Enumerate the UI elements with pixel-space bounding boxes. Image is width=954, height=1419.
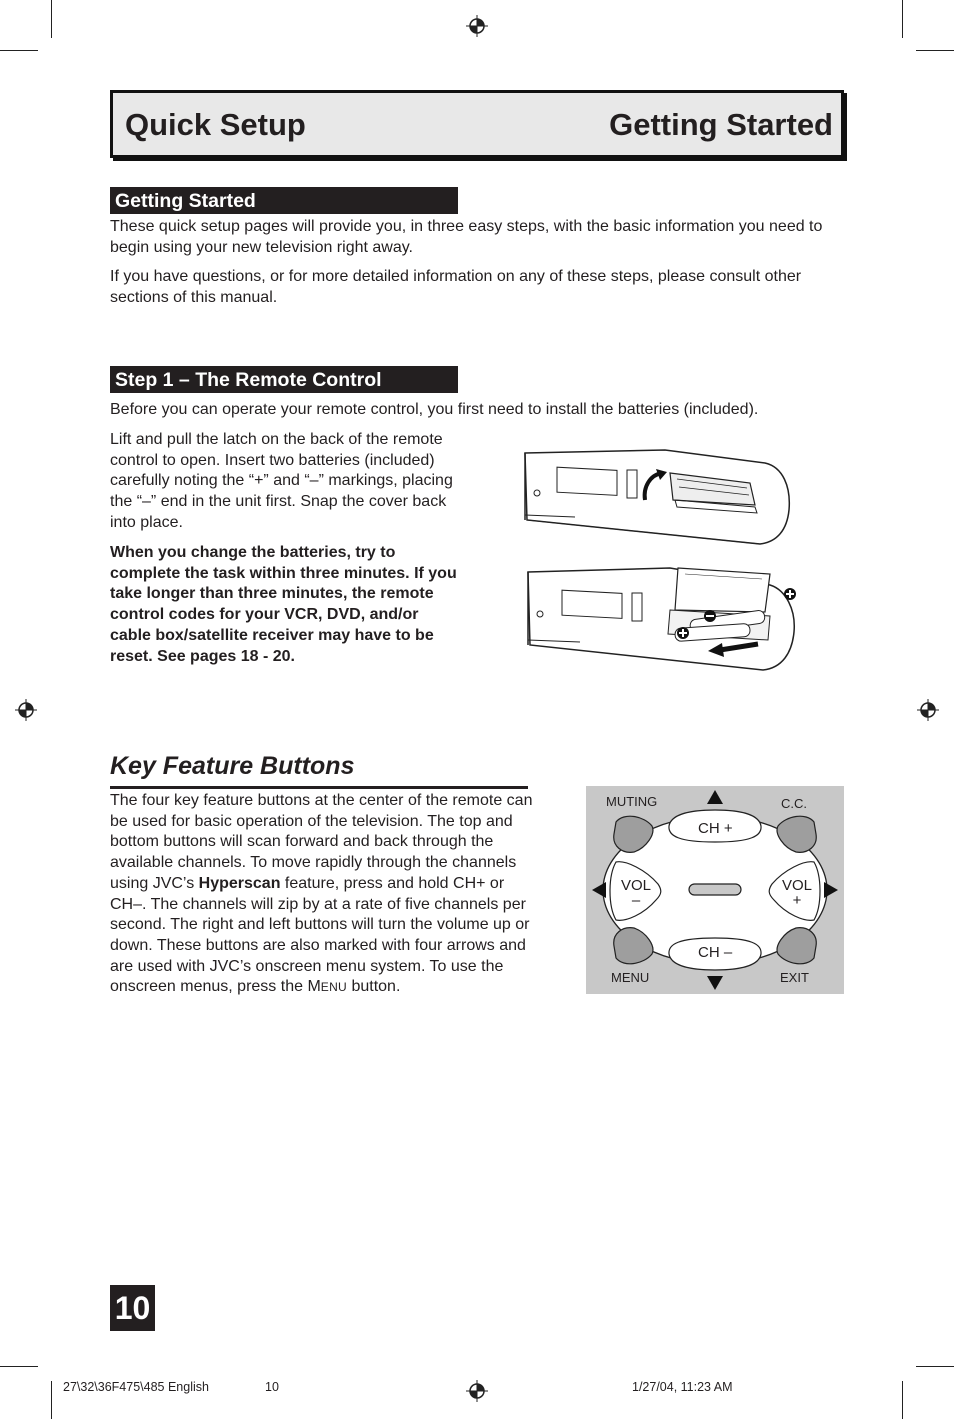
- header-title-right: Getting Started: [609, 107, 833, 142]
- crop-mark: [902, 0, 903, 38]
- registration-mark-icon: [15, 699, 37, 721]
- step1-instructions: Lift and pull the latch on the back of the remote control to open. Insert two batteries (included) carefully noting the “+” and “–” markings, placing the “–” end in the unit first. Snap the cover back into place.: [110, 431, 453, 531]
- arrow-down-icon: [707, 976, 723, 990]
- menu-label: MENU: [611, 970, 650, 985]
- cc-label: C.C.: [781, 796, 807, 811]
- section-heading-getting-started: Getting Started: [110, 187, 458, 214]
- footer-timestamp: 1/27/04, 11:23 AM: [632, 1380, 733, 1394]
- center-button[interactable]: [689, 884, 741, 895]
- ch-plus-label: CH +: [698, 820, 733, 837]
- crop-mark: [0, 50, 38, 51]
- remote-battery-cover-illustration: [515, 445, 800, 550]
- crop-mark: [916, 1366, 954, 1367]
- minus-terminal-icon: [704, 610, 716, 622]
- header-title-left: Quick Setup: [125, 107, 306, 142]
- step1-warning: When you change the batteries, try to complete the task within three minutes. If you take longer than three minutes, the remote control codes for your VCR, DVD, and/or cable box/satellite receiver may have to be reset. See pages 18 - 20.: [110, 544, 457, 665]
- plus-terminal-icon: [677, 627, 689, 639]
- getting-started-paragraph-2: If you have questions, or for more detailed information on any of these steps, please consult other sections of this manual.: [110, 268, 802, 306]
- crop-mark: [0, 1366, 38, 1367]
- footer-page: 10: [265, 1380, 279, 1394]
- registration-mark-icon: [917, 699, 939, 721]
- registration-mark-icon: [466, 15, 488, 37]
- page-number: 10: [110, 1285, 155, 1331]
- crop-mark: [916, 50, 954, 51]
- arrow-left-icon: [592, 882, 606, 898]
- arrow-right-icon: [824, 882, 838, 898]
- key-feature-heading: Key Feature Buttons: [110, 752, 355, 780]
- muting-label: MUTING: [606, 794, 658, 809]
- crop-mark: [51, 0, 52, 38]
- step1-intro: Before you can operate your remote control, you first need to install the batteries (included).: [110, 401, 759, 418]
- footer-file-name: 27\32\36F475\485 English: [63, 1380, 209, 1394]
- registration-mark-icon: [466, 1380, 488, 1402]
- key-feature-body: The four key feature buttons at the center of the remote can be used for basic operation of the television. The top and bottom buttons will scan forward and back through the available channels. To move rapidly through the channels using JVC’s Hyperscan feature, press and hold CH+ or CH–. The channels will zip by at a rate of five channels per second. The right and left buttons will turn the volume up or down. These buttons are also marked with four arrows and are used with JVC’s onscreen menu system. To use the onscreen menus, press the MENU button.: [110, 792, 533, 996]
- exit-label: EXIT: [780, 970, 809, 985]
- section-heading-step1: Step 1 – The Remote Control: [110, 366, 458, 393]
- arrow-up-icon: [707, 790, 723, 804]
- page-header: [110, 90, 844, 158]
- ch-minus-label: CH –: [698, 944, 733, 961]
- vol-up-label: VOL +: [781, 877, 812, 909]
- crop-mark: [902, 1381, 903, 1419]
- crop-mark: [51, 1381, 52, 1419]
- vol-down-label: VOL –: [620, 877, 651, 909]
- getting-started-paragraph-1: These quick setup pages will provide you, in three easy steps, with the basic information you need to begin using your new television right away.: [110, 218, 823, 256]
- heading-rule: [110, 786, 528, 789]
- key-feature-diagram: [586, 786, 844, 994]
- plus-terminal-icon: [784, 588, 796, 600]
